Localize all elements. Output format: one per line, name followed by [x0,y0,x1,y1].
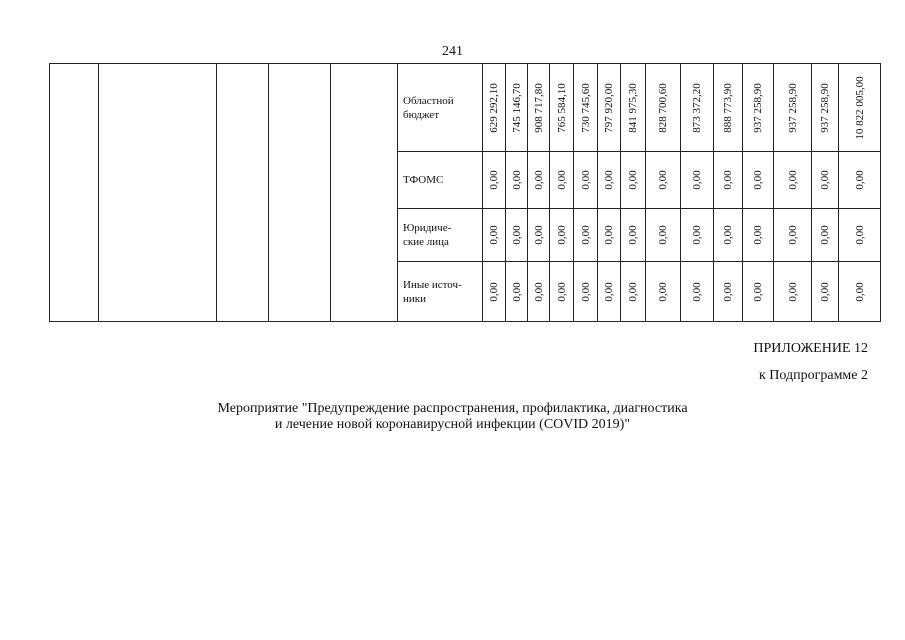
year-value-cell [506,152,527,208]
year-value-cell [714,209,742,261]
year-value-cell [714,152,742,208]
budget-table [49,63,881,322]
table-column-line [268,63,269,322]
cell-value: 0,00 [555,170,568,190]
cell-value: 0,00 [691,170,703,190]
year-value-cell [550,262,573,321]
cell-value: 0,00 [532,281,545,302]
cell-value: 0,00 [722,281,734,302]
year-value-cell [621,152,645,208]
year-value-cell [506,64,527,151]
cell-value: 745 146,70 [510,82,523,133]
cell-value: 0,00 [819,281,831,302]
year-value-cell [598,152,620,208]
cell-value: 0,00 [819,225,831,245]
year-value-cell [681,152,713,208]
year-value-cell [621,262,645,321]
cell-value: 0,00 [627,281,639,302]
year-value-cell [550,209,573,261]
cell-value: 0,00 [691,225,703,245]
measure-title-line-1: Мероприятие "Предупреждение распространения, профилактика, диагностика [217,401,688,416]
year-value-cell [483,262,505,321]
cell-value: 0,00 [627,170,639,190]
total-value-cell [839,152,880,208]
cell-value: 841 975,30 [627,82,639,133]
year-value-cell [506,262,527,321]
year-value-cell [483,64,505,151]
year-value-cell [574,209,597,261]
year-value-cell [528,64,549,151]
cell-value: 0,00 [488,281,500,302]
year-value-cell [506,209,527,261]
year-value-cell [812,209,838,261]
year-value-cell [812,152,838,208]
year-value-cell [598,64,620,151]
cell-value: 0,00 [657,225,669,245]
year-value-cell [681,262,713,321]
year-value-cell [550,64,573,151]
cell-value: 730 745,60 [579,82,592,133]
table-column-line [216,63,217,322]
year-value-cell [528,262,549,321]
cell-value: 873 372,20 [691,82,703,133]
cell-value: 937 258,90 [752,82,764,133]
year-value-cell [483,209,505,261]
year-value-cell [812,262,838,321]
year-value-cell [714,262,742,321]
year-value-cell [774,209,811,261]
year-value-cell [646,152,680,208]
year-value-cell [743,64,773,151]
cell-value: 629 292,10 [488,82,500,133]
cell-value: 0,00 [579,225,592,245]
annex-title: ПРИЛОЖЕНИЕ 12 [753,341,868,356]
cell-value: 0,00 [657,281,669,302]
year-value-cell [812,64,838,151]
table-column-line [98,63,99,322]
year-value-cell [574,64,597,151]
year-value-cell [774,64,811,151]
table-column-line [880,63,881,322]
year-value-cell [743,152,773,208]
cell-value: 0,00 [555,281,568,302]
year-value-cell [646,262,680,321]
table-column-line [330,63,331,322]
year-value-cell [550,152,573,208]
year-value-cell [483,152,505,208]
cell-value: 0,00 [488,170,500,190]
cell-value: 0,00 [603,170,615,190]
cell-value: 0,00 [603,225,615,245]
year-value-cell [774,152,811,208]
page-number: 241 [442,44,463,59]
cell-value: 0,00 [853,281,866,302]
year-value-cell [646,209,680,261]
cell-value: 0,00 [555,225,568,245]
year-value-cell [681,64,713,151]
cell-value: 0,00 [853,225,866,245]
measure-title [0,401,905,433]
cell-value: 0,00 [722,225,734,245]
cell-value: 0,00 [853,170,866,190]
cell-value: 937 258,90 [819,82,831,133]
funding-source-label: Иные источ- ники [403,278,462,305]
funding-source-label: ТФОМС [403,174,444,186]
table-row-line [49,321,881,322]
year-value-cell [621,64,645,151]
annex-subtitle: к Подпрограмме 2 [758,368,868,383]
year-value-cell [574,152,597,208]
year-value-cell [598,209,620,261]
year-value-cell [646,64,680,151]
year-value-cell [528,209,549,261]
funding-source-label: Юридиче- ские лица [403,222,452,248]
year-value-cell [743,209,773,261]
cell-value: 0,00 [579,170,592,190]
cell-value: 10 822 005,00 [853,75,866,140]
cell-value: 0,00 [532,225,545,245]
cell-value: 765 584,10 [555,82,568,133]
year-value-cell [528,152,549,208]
table-column-line [397,63,398,322]
cell-value: 0,00 [627,225,639,245]
cell-value: 0,00 [786,225,799,245]
cell-value: 0,00 [657,170,669,190]
funding-source-label: Областной бюджет [403,94,454,121]
year-value-cell [714,64,742,151]
cell-value: 0,00 [752,225,764,245]
year-value-cell [774,262,811,321]
year-value-cell [621,209,645,261]
total-value-cell [839,209,880,261]
total-value-cell [839,262,880,321]
cell-value: 0,00 [510,281,523,302]
total-value-cell [839,64,880,151]
cell-value: 908 717,80 [532,82,545,133]
year-value-cell [574,262,597,321]
cell-value: 0,00 [532,170,545,190]
cell-value: 0,00 [579,281,592,302]
cell-value: 0,00 [786,170,799,190]
cell-value: 0,00 [752,170,764,190]
year-value-cell [681,209,713,261]
cell-value: 797 920,00 [603,82,615,133]
cell-value: 0,00 [786,281,799,302]
cell-value: 0,00 [510,225,523,245]
year-value-cell [598,262,620,321]
cell-value: 0,00 [488,225,500,245]
cell-value: 0,00 [691,281,703,302]
cell-value: 888 773,90 [722,82,734,133]
table-column-line [49,63,50,322]
cell-value: 0,00 [603,281,615,302]
cell-value: 0,00 [722,170,734,190]
year-value-cell [743,262,773,321]
cell-value: 0,00 [752,281,764,302]
cell-value: 937 258,90 [786,82,799,133]
measure-title-line-2: и лечение новой коронавирусной инфекции (COVID 2019)" [274,417,631,432]
cell-value: 0,00 [819,170,831,190]
cell-value: 828 700,60 [657,82,669,133]
cell-value: 0,00 [510,170,523,190]
